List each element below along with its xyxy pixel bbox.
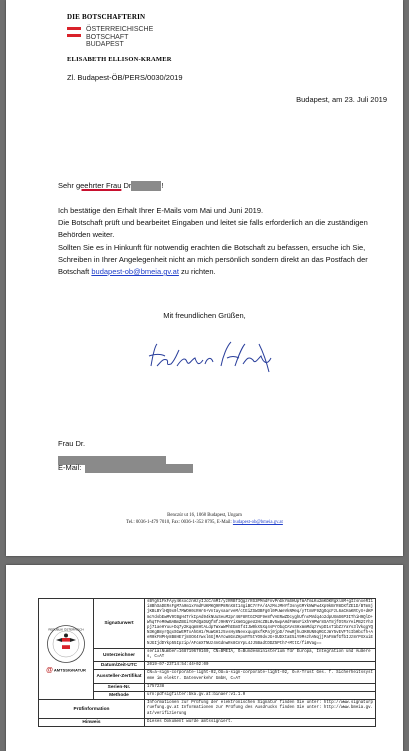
table-row: Aussteller-Zertifikat CN=a-sign-corporate-light-02,OU=a-sign-corporate-light-02, O=A-Trust Ges. f. Sicherheitssysteme im elektr. Datenverkehr GmbH, C=AT xyxy=(39,670,376,683)
sender-title: DIE BOTSCHAFTERIN xyxy=(67,13,146,21)
paragraph-1: Ich bestätige den Erhalt Ihrer E-Mails vom Mai und Juni 2019. xyxy=(58,206,264,215)
letter-footer: Benczúr ut 16, 1068 Budapest, Ungarn Tel.: 0036-1-479 7010, Fax: 0036-1-352 8795, E-Mail: budapest-ob@bmeia.gv.at xyxy=(126,513,283,525)
salutation: Sehr geehrter Frau Dr ! xyxy=(58,181,164,190)
table-row: Hinweis Dieses Dokument wurde amtssigniert. xyxy=(39,718,376,726)
at-sign-icon: @ xyxy=(46,667,53,675)
table-row: Prüfinformation Informationen zur Prüfung der elektronischen Signatur finden Sie unter: http://www.signaturpruefung.gv.at Informationen zur Prüfung des Ausdrucks finden Sie unter: http://www.bmeia.gv.at/verifizierung xyxy=(39,700,376,719)
signature-page xyxy=(6,565,403,751)
contact-email: E-Mail: xyxy=(58,463,193,473)
table-row: Datum/Zeit-UTC 2019-07-23T14:54:44+02:00 xyxy=(39,662,376,670)
closing: Mit freundlichen Grüßen, xyxy=(163,311,246,320)
footer-email-link[interactable]: budapest-ob@bmeia.gv.at xyxy=(232,520,283,525)
date-line: Budapest, am 23. Juli 2019 xyxy=(296,95,387,104)
seal-caption: @ AMTSSIGNATUR xyxy=(46,667,86,675)
seal-cell xyxy=(39,599,94,700)
letter-page xyxy=(6,0,403,556)
svg-text:REPUBLIK ÖSTERREICH: REPUBLIK ÖSTERREICH xyxy=(48,627,84,632)
reference-number: Zl. Budapest-ÖB/PERS/0030/2019 xyxy=(67,73,183,82)
paragraph-3: Sollten Sie es in Hinkunft für notwendig erachten die Botschaft zu befassen, ersuche ich Sie, Schreiben in Ihrer Angelegenheit nicht an mich persönlich sondern direkt an das Postfach der Botschaft budapest-ob@bmeia.gv.at zu richten. xyxy=(58,242,368,277)
paragraph-2: Die Botschaft prüft und bearbeitet Eingaben und leitet sie falls erforderlich an die zuständigen Behörden weiter. xyxy=(58,218,368,240)
signature-table xyxy=(38,598,376,727)
austria-flag-icon xyxy=(67,27,81,37)
redacted-email xyxy=(85,464,193,473)
table-row: Serien-Nr. 1757238 xyxy=(39,683,376,691)
embassy-logo-text: ÖSTERREICHISCHE BOTSCHAFT BUDAPEST xyxy=(86,26,154,48)
ambassador-name: ELISABETH ELLISON-KRAMER xyxy=(67,56,172,63)
letter-body xyxy=(58,205,388,278)
embassy-email-link[interactable]: budapest-ob@bmeia.gv.at xyxy=(91,267,179,277)
table-row: Methode urn:pdfsigfilter:bka.gv.at:binaer:v1.1.0 xyxy=(39,692,376,700)
table-row: Unterzeichner serialNumber=168719679160, CN=BMEIA, O=Bundesministerium für Europa, Integration und Äußeres, C=AT xyxy=(39,648,376,661)
table-row: REPUBLIK ÖSTERREICH @ AMTSSIGNATUR Signaturwert sBYgh1FkFAyy4KsxcznHzyIJcC/mMI/yzRRBTIQgzrRS3PMndFnvPnGkYmSHUpfmATmLKu2mKDKRgXl8M+gIzsnxeRI1i8BhSaDERsFgM7a9m1xYmdFUKMKQ9RP8RnX8t14giBC7rFA/4AzMsJMHYf3snyGMYkNWFw4Xp9kBrR8DXfZE1D/BTm8jjKBLBYlHQ9x0l7MWOH0cRHr6+VntaysaarveM/ctEiZSW3BFg0l0PuWeVkNMeq/yTtmVF9ZgOqcFzL6aCHaKRtyX+dKPmcYdsbEwMV9tBgH4TrkIpAd94kNUuSeuM2pr46F8RtGCM3F9e8fVAERwZDcyghUfnxMVdq4o2dpUXmS6P3IThiH9QlD+WhqTFeM0wBABmZBGiYGPdQaDUQf8fJ9HNYYiXm01gpeU2HcZBLBv5wpAHdFmNsFiXhYHPWr8SAT8jfOtRxYeiPB2tYh3pj71aeHYuu+Dq7y2Kqqm8HtALdpTWxwWPhEEmSf4IJW0kX5Xq4sPrObqCAVsSHxmmMdqzYvpD1sT1bZzYaYs3lVkqgYQN3KgB8yrQqxSGwEMTxAhGH1/MuWGH1z5vsHy8Nevxqug8xfKPaj0jpD/7ewRjhu3K0UN9qRGCJmY5vEVFTcIbHbcfh+AeR0kFNPHy8B8HE7j8XOX4Ywxl6GjMAYcw8GnZHpxRT5tYO9dvJG+SUDXtaE5iY9MszhANqjjPaF8mfGfbIJz8rPXXuiENJGIjdDYkp55Ipzip/AFcmXTNUz4nGdnwRs8CnYpL4JJ5BadtDDZ5Pth7+MttC/fi0Vag== xyxy=(39,599,376,649)
highlighted-salutation: geehrter Frau xyxy=(75,181,122,190)
austrian-eagle-seal-icon xyxy=(46,624,86,664)
redacted-name xyxy=(131,181,161,191)
handwritten-signature xyxy=(143,336,283,376)
contact-title: Frau Dr. xyxy=(58,439,86,448)
